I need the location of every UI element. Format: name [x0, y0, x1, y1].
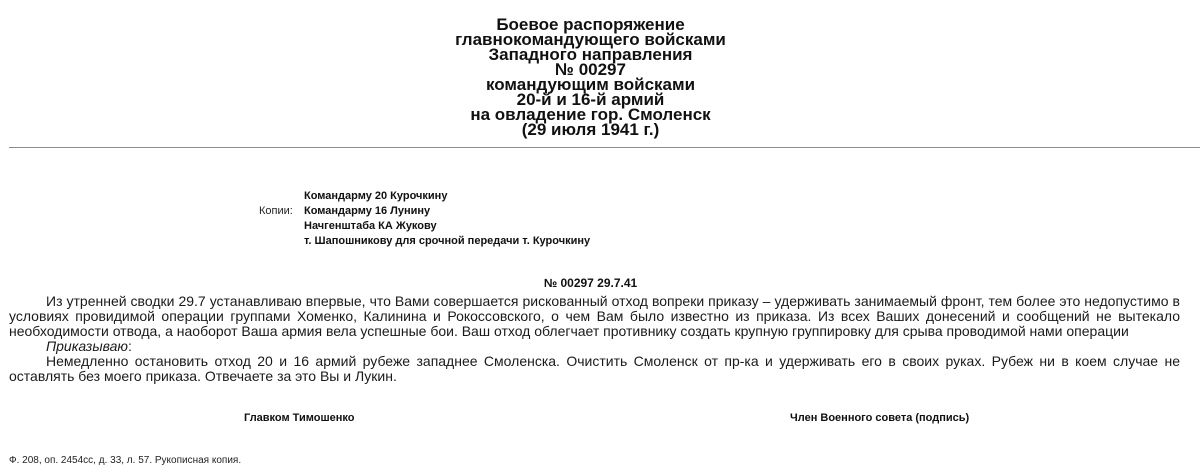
body-paragraph-1: Из утренней сводки 29.7 устанавливаю впервые, что Вами совершается рискованный отход вопреки приказу – удерживать занимаемый фронт, тем более это недопустимо в условиях провидимой операции группами Хоменко, Калинина и Рокоссовского, о чем Вам было известно из приказа. Из всех Ваших донесений и сообщений не вытекало необходимости отвода, а наоборот Ваша армия вела успешные бои. Ваш отход облегчает противнику создать крупную группировку для срыва проводимой нами операции: [9, 293, 1180, 339]
document-body: [9, 294, 1180, 384]
title-line-6: 20-й и 16-й армий: [516, 90, 665, 109]
order-line: [9, 339, 1180, 354]
body-paragraph-2: Немедленно остановить отход 20 и 16 армий рубеже западнее Смоленска. Очистить Смоленск от пр-ка и удерживать его в своих руках. Рубеж ни в коем случае не оставлять без моего приказа. Отвечаете за это Вы и Лукин.: [9, 353, 1180, 384]
order-word: Приказываю: [46, 338, 128, 354]
title-line-5: командующим войсками: [485, 75, 696, 94]
document-number: № 00297 29.7.41: [543, 276, 638, 290]
order-colon: :: [127, 338, 132, 354]
title-line-8: (29 июля 1941 г.): [521, 120, 660, 139]
addressee-list: [304, 189, 590, 249]
title-line-3: Западного направления: [488, 45, 693, 64]
signature-commander: Главком Тимошенко: [244, 412, 355, 424]
addressee-line: т. Шапошникову для срочной передачи т. Курочкину: [304, 235, 591, 247]
addressee-line: Командарму 20 Курочкину: [304, 190, 448, 202]
addressee-line: Командарму 16 Лунину: [304, 205, 431, 217]
signature-council-member: Член Военного совета (подпись): [790, 412, 970, 424]
title-line-2: главнокомандующего войсками: [455, 30, 726, 49]
title-line-4: № 00297: [555, 60, 626, 79]
header-divider: [9, 147, 1200, 148]
document-title: [0, 17, 1181, 137]
copies-label: Копии:: [259, 205, 293, 217]
title-line-1: Боевое распоряжение: [496, 15, 685, 34]
title-line-7: на овладение гор. Смоленск: [470, 105, 711, 124]
archive-reference: Ф. 208, оп. 2454сс, д. 33, л. 57. Рукописная копия.: [9, 455, 242, 466]
addressee-line: Начгенштаба КА Жукову: [304, 220, 437, 232]
